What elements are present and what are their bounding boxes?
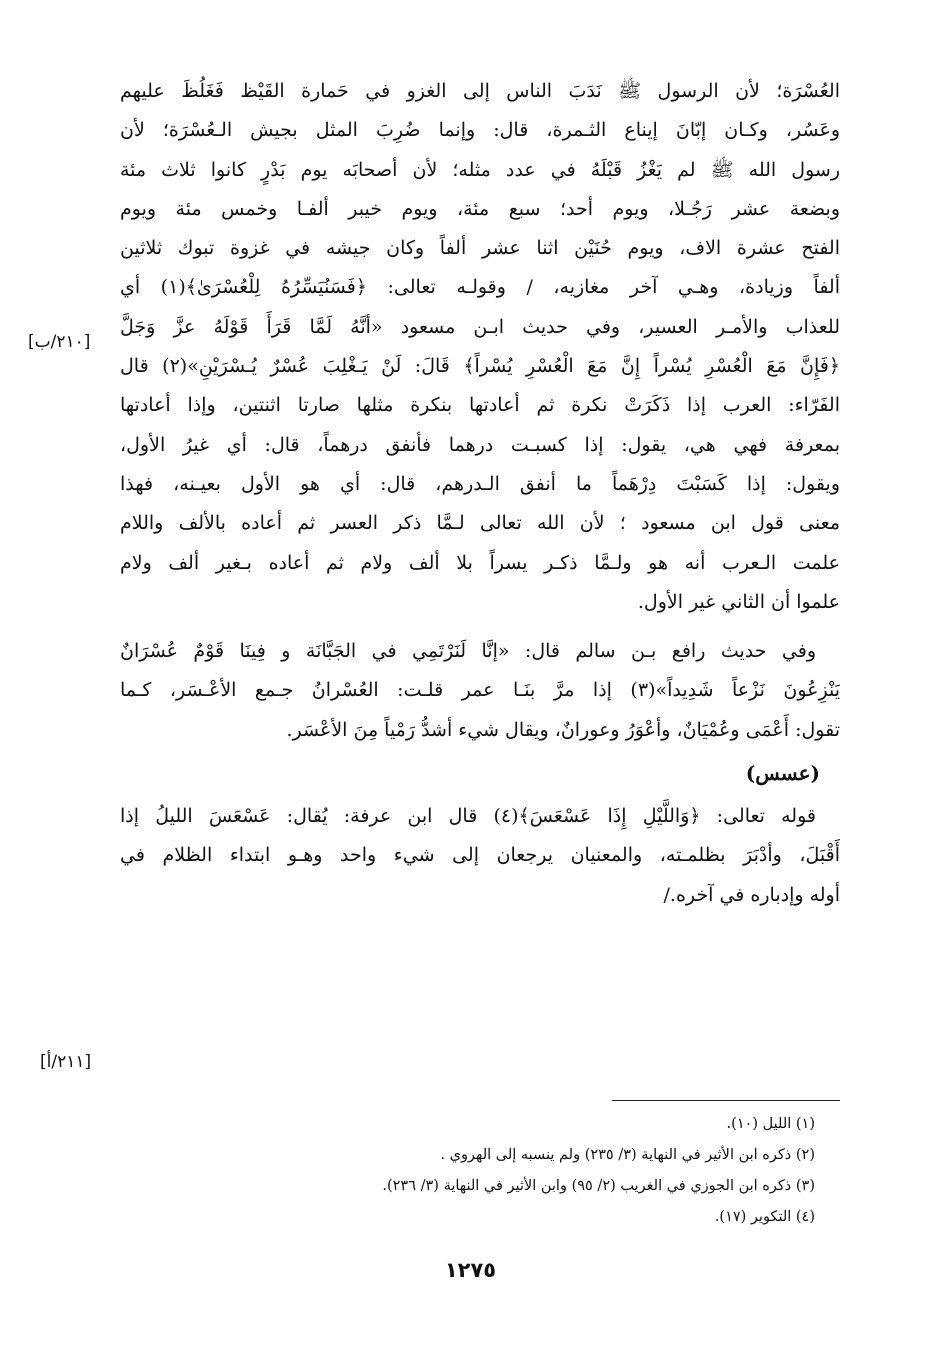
footnote: (٤) التكوير (١٧). bbox=[714, 1209, 815, 1225]
text-line: للعذاب والأمـر العسير، وفي حديث ابـن مسعود «أنَّهُ لَمَّا قَرَأَ قَوْلَهُ عزَّ وَجَلَّ bbox=[120, 315, 840, 338]
text-line: علموا أن الثاني غير الأول. bbox=[637, 590, 840, 613]
text-line: وفي حديث رافع بـن سالم قال: «إنَّا لَنَرْتَمِي في الجَبَّانَة و فِينَا قَوْمٌ عُسْرَانٌ bbox=[120, 640, 816, 663]
page-number: ١٢٧٥ bbox=[444, 1258, 497, 1282]
margin-folio-ref: [٢١٠/ب] bbox=[28, 332, 91, 352]
main-text bbox=[120, 72, 840, 915]
text-line: بمعرفة فهي هي، يقول: إذا كسبـت درهما فأنفق درهماً، قال: أي غيرُ الأول، bbox=[120, 433, 840, 456]
text-line: وعَسُر، وكـان إبّانَ إيناع الثـمرة، قال: وإنما ضُرِبَ المثل بجيش الـعُسْرَة؛ لأن bbox=[120, 119, 840, 142]
text-line: الفَرّاء: العرب إذا ذَكَرَتْ نكرة ثم أعادتها بنكرة مثلها صارتا اثنتين، وإذا أعادتها bbox=[120, 394, 840, 417]
text-line: أَقْبَلَ، وأدْبَرَ بظلمـته، والمعنيان يرجعان إلى شيء واحد وهـو ابتداء الظلام في bbox=[120, 844, 840, 867]
text-line: قوله تعالى: ﴿وَاللَّيْلِ إِذَا عَسْعَسَ﴾(٤) قال ابن عرفة: يُقال: عَسْعَسَ الليلُ إذا bbox=[120, 805, 816, 828]
paragraph-gap bbox=[120, 622, 840, 632]
footnote: (٣) ذكره ابن الجوزي في الغريب (٢/ ٩٥) وابن الأثير في النهاية (٣/ ٢٣٦). bbox=[382, 1178, 815, 1194]
text-line: ألفاً وزيادة، وهـي آخر مغازيه، / وقولـه تعالى: ﴿فَسَنُيَسِّرُهُ لِلْعُسْرَىٰ﴾(١) أي bbox=[120, 276, 840, 299]
text-line: ويقول: إذا كَسَبْتَ دِرْهَماً ما أنفق الـدرهم، قال: أي هو الأول بعيـنه، فهذا bbox=[120, 472, 840, 495]
footnotes bbox=[200, 1109, 815, 1233]
footnote: (٢) ذكره ابن الأثير في النهاية (٣/ ٢٣٥) ولم ينسبه إلى الهروي . bbox=[440, 1147, 815, 1163]
text-line: ﴿فَإِنَّ مَعَ الْعُسْرِ يُسْراً إِنَّ مَعَ الْعُسْرِ يُسْراً﴾ قَالَ: لَنْ يَـغْلِبَ عُسْرٌ يُـسْرَيْنِ»(٢) قال bbox=[120, 355, 840, 378]
text-line: معنى قول ابن مسعود ؛ لأن الله تعالى لـمَّا ذكر العسر ثم أعاده بالألف واللام bbox=[120, 512, 840, 535]
footnote-divider bbox=[612, 1100, 840, 1101]
margin-folio-ref: [٢١١/أ] bbox=[40, 1052, 92, 1072]
text-line: رسول الله ﷺ لم يَغْزُ قَبْلَهُ في عدد مثله؛ لأن أصحابَه يوم بَدْرٍ كانوا ثلاث مئة bbox=[120, 158, 840, 181]
text-line: العُسْرَة؛ لأن الرسول ﷺ نَدَبَ الناس إلى الغزو في حَمارة القَيْظ فَغَلُظَ عليهم bbox=[120, 80, 840, 102]
entry-heading: (عسس) bbox=[745, 761, 820, 786]
text-line: تقول: أَعْمَى وعُمْيَانٌ، وأعْوَرُ وعورانٌ، ويقال شيء أشدُّ رَمْياً مِنَ الأعْسَر. bbox=[286, 718, 840, 741]
text-line: علمت الـعرب أنه هو ولـمَّا ذكـر يسراً بلا ألف ولام ثم أعاده بـغير ألف ولام bbox=[120, 551, 840, 574]
footnote: (١) الليل (١٠). bbox=[726, 1116, 815, 1132]
text-line: أوله وإدباره في آخره./ bbox=[663, 883, 840, 906]
text-line: الفتح عشرة الاف، ويوم حُنَيْن اثنا عشر ألفاً وكان جيشه في غزوة تبوك ثلاثين bbox=[120, 237, 840, 260]
text-line: يَنْزِعُونَ نَزْعاً شَدِيداً»(٣) إذا مرَّ بنَـا عمر قلـت: العُسْرانُ جـمع الأعْـسَر، كـما bbox=[120, 679, 840, 702]
text-line: وبضعة عشر رَجُـلا، ويوم أحد؛ سبع مئة، ويوم خيبر ألفـا وخمس مئة ويوم bbox=[120, 197, 840, 220]
